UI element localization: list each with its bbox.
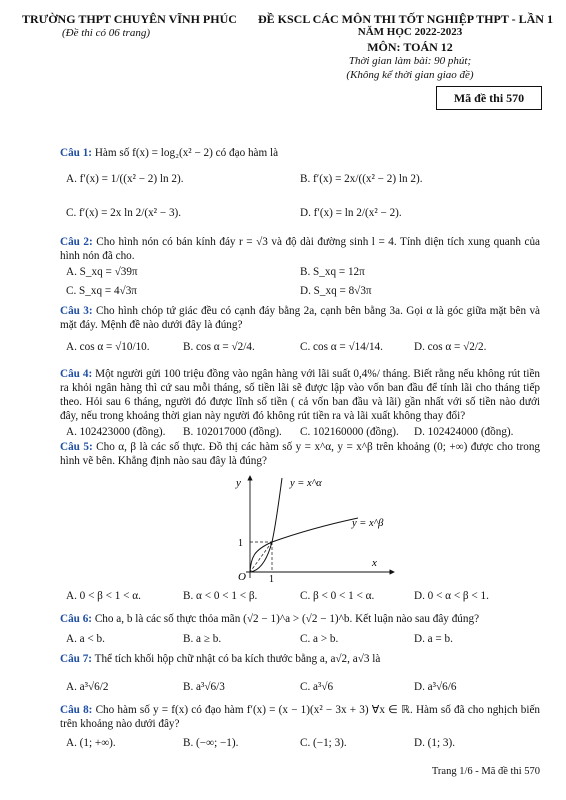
q5-option-c: C. β < 0 < 1 < α. bbox=[300, 590, 375, 602]
q5-option-d: D. 0 < α < β < 1. bbox=[414, 590, 489, 602]
question-6 bbox=[60, 612, 479, 626]
q7-option-b: B. a³√6/3 bbox=[183, 681, 225, 693]
question-1 bbox=[60, 146, 278, 160]
q6-option-b: B. a ≥ b. bbox=[183, 633, 222, 645]
subject: MÔN: TOÁN 12 bbox=[367, 40, 453, 54]
q4-option-b: B. 102017000 (đồng). bbox=[183, 426, 282, 438]
curve-x-beta bbox=[250, 518, 358, 572]
q7-option-d: D. a³√6/6 bbox=[414, 681, 457, 693]
question-6-text: Cho a, b là các số thực thỏa mãn (√2 − 1)^a > (√2 − 1)^b. Kết luận nào sau đây đúng? bbox=[94, 613, 480, 625]
question-1-label: Câu 1: bbox=[60, 147, 93, 159]
q3-option-a: A. cos α = √10/10. bbox=[66, 341, 150, 353]
school-name: TRƯỜNG THPT CHUYÊN VĨNH PHÚC bbox=[22, 12, 237, 26]
q4-option-c: C. 102160000 (đồng). bbox=[300, 426, 399, 438]
question-4-label: Câu 4: bbox=[60, 368, 93, 380]
question-1-text: Hàm số f(x) = log₂(x² − 2) có đạo hàm là bbox=[94, 147, 279, 159]
q7-option-c: C. a³√6 bbox=[300, 681, 334, 693]
q3-option-d: D. cos α = √2/2. bbox=[414, 341, 487, 353]
q5-option-a: A. 0 < β < 1 < α. bbox=[66, 590, 141, 602]
question-2 bbox=[60, 235, 540, 263]
question-6-label: Câu 6: bbox=[60, 613, 93, 625]
curve-x-alpha bbox=[250, 478, 282, 572]
q2-option-d: D. S_xq = 8√3π bbox=[300, 285, 372, 297]
question-4-text: Một người gửi 100 triệu đồng vào ngân hàng với lãi suất 0,4%/ tháng. Biết rằng nếu không rút tiền ra khỏi ngân hàng thì cứ sau mỗi tháng, số tiền lãi sẽ được lập vào vốn ban đầu để tính lãi cho tháng tiếp theo. Hỏi sau 6 tháng, người đó được lĩnh số tiền ( cả vốn ban đầu và lãi) gần nhất với số tiền nào dưới đây, nếu trong khoảng thời gian này người đó không rút tiền ra và lãi xuất không thay đổi? bbox=[60, 368, 541, 422]
q3-option-c: C. cos α = √14/14. bbox=[300, 341, 383, 353]
school-year: NĂM HỌC 2022-2023 bbox=[357, 26, 463, 38]
x-axis-label: x bbox=[372, 557, 377, 569]
q7-option-a: A. a³√6/2 bbox=[66, 681, 109, 693]
exam-time-note: (Không kể thời gian giao đề) bbox=[346, 69, 474, 81]
q2-option-c: C. S_xq = 4√3π bbox=[66, 285, 137, 297]
q6-option-a: A. a < b. bbox=[66, 633, 105, 645]
q1-option-d: D. f′(x) = ln 2/(x² − 2). bbox=[300, 207, 402, 219]
q1-option-a: A. f′(x) = 1/((x² − 2) ln 2). bbox=[66, 173, 184, 185]
question-3-text: Cho hình chóp tứ giác đều có cạnh đáy bằng 2a, cạnh bên bằng 3a. Gọi α là góc giữa mặt bên và mặt đáy. Mệnh đề nào dưới đây là đúng? bbox=[60, 305, 541, 331]
question-7-label: Câu 7: bbox=[60, 653, 93, 665]
question-8 bbox=[60, 703, 540, 731]
x-one-label: 1 bbox=[269, 574, 274, 584]
q4-option-a: A. 102423000 (đồng). bbox=[66, 426, 166, 438]
question-5 bbox=[60, 440, 540, 468]
curve-beta-label: y = x^β bbox=[352, 518, 384, 529]
q8-option-a: A. (1; +∞). bbox=[66, 737, 116, 749]
q1-option-b: B. f′(x) = 2x/((x² − 2) ln 2). bbox=[300, 173, 423, 185]
q8-option-b: B. (−∞; −1). bbox=[183, 737, 239, 749]
q2-option-b: B. S_xq = 12π bbox=[300, 266, 365, 278]
q6-option-d: D. a = b. bbox=[414, 633, 453, 645]
question-2-label: Câu 2: bbox=[60, 236, 93, 248]
q1-option-c: C. f′(x) = 2x ln 2/(x² − 3). bbox=[66, 207, 182, 219]
question-5-text: Cho α, β là các số thực. Đồ thị các hàm số y = x^α, y = x^β trên khoảng (0; +∞) được cho trong hình vẽ bên. Khẳng định nào sau đây là đúng? bbox=[60, 441, 541, 467]
question-2-text: Cho hình nón có bán kính đáy r = √3 và độ dài đường sinh l = 4. Tính diện tích xung quanh của hình nón đã cho. bbox=[60, 236, 541, 262]
q8-option-c: C. (−1; 3). bbox=[300, 737, 347, 749]
question-8-label: Câu 8: bbox=[60, 704, 93, 716]
q4-option-d: D. 102424000 (đồng). bbox=[414, 426, 514, 438]
question-3 bbox=[60, 304, 540, 332]
origin-label: O bbox=[238, 571, 246, 583]
q3-option-b: B. cos α = √2/4. bbox=[183, 341, 255, 353]
exam-code-box: Mã đề thi 570 bbox=[436, 86, 542, 110]
question-8-text: Cho hàm số y = f(x) có đạo hàm f′(x) = (x − 1)(x² − 3x + 3) ∀x ∈ ℝ. Hàm số đã cho nghịch biến trên khoảng nào dưới đây? bbox=[60, 704, 540, 730]
pages-note: (Đề thi có 06 trang) bbox=[62, 27, 150, 39]
q8-option-d: D. (1; 3). bbox=[414, 737, 456, 749]
y-axis-label: y bbox=[236, 477, 241, 489]
page-footer: Trang 1/6 - Mã đề thi 570 bbox=[431, 766, 540, 777]
exam-time: Thời gian làm bài: 90 phút; bbox=[348, 55, 472, 67]
curve-alpha-label: y = x^α bbox=[290, 478, 322, 489]
question-7-text: Thể tích khối hộp chữ nhật có ba kích thước bằng a, a√2, a√3 là bbox=[94, 653, 381, 665]
exam-title: ĐỀ KSCL CÁC MÔN THI TỐT NGHIỆP THPT - LẦN 1 bbox=[258, 12, 553, 26]
question-7 bbox=[60, 652, 380, 666]
y-one-label: 1 bbox=[238, 538, 243, 549]
question-5-label: Câu 5: bbox=[60, 441, 93, 453]
question-3-label: Câu 3: bbox=[60, 305, 93, 317]
q5-option-b: B. α < 0 < 1 < β. bbox=[183, 590, 258, 602]
q2-option-a: A. S_xq = √39π bbox=[66, 266, 138, 278]
power-functions-graph bbox=[220, 472, 400, 584]
question-4 bbox=[60, 367, 540, 423]
q6-option-c: C. a > b. bbox=[300, 633, 339, 645]
